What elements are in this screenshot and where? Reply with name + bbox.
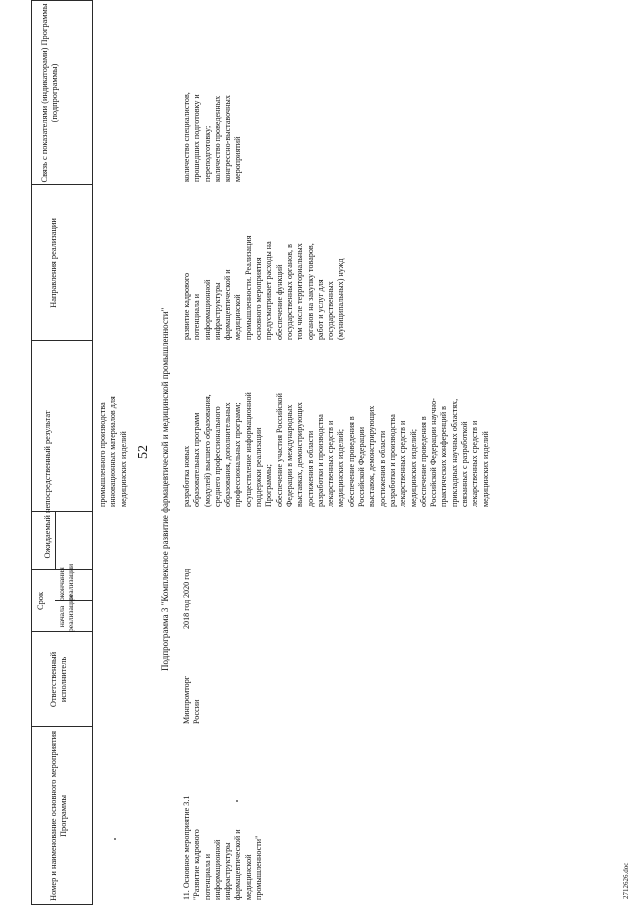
row-number-name: 11. Основное мероприятие 3.1 "Развитие кадрового потенциала и информационной инфраструктуры фармацевтической и медицинской промышленности" xyxy=(182,795,264,900)
header-number-name: Номер и наименование основного мероприятия Программы xyxy=(49,731,69,901)
row-result: разработка новых образовательных программ (модулей) высшего образования, среднего профессионального образования, дополнительных профессиональных программ; осуществление информационной поддержки реализации Программы; обеспечение участия Российской Федерации в международных выставках, демонстрирующих достижения в области разработки и производства лекарственных средств и медицинских изделий; обеспечение проведения в Российской Федерации выставок, демонстрирующих достижения в области разработки и производства лекарственных средств и медицинских изделий; обеспечение проведения в Российской Федерации научно- практических конференций в прикладных научных областях, связанных с разработкой лекарственных средств и медицинских изделий xyxy=(182,392,490,507)
scan-speck xyxy=(236,800,238,802)
footer-filename: 2712626.doc xyxy=(622,862,630,899)
row-responsible: Минпромторг России xyxy=(182,675,202,724)
header-directions: Направления реализации xyxy=(49,218,58,308)
page-number: 52 xyxy=(136,445,151,459)
row-start: 2018 год xyxy=(182,599,191,629)
header-term-end: окончания реализации xyxy=(57,563,76,601)
header-result: Ожидаемый непосредственный результат xyxy=(43,410,52,559)
continuation-text: промышленного производства инновационных материалов для медицинских изделий xyxy=(98,396,128,507)
header-responsible: Ответственный исполнитель xyxy=(49,651,69,708)
row-indicators: количество специалистов, прошедших подготовку и переподготовку; количество проведенных конгрессно-выставочных мероприятий xyxy=(182,92,243,182)
row-end: 2020 год xyxy=(182,568,191,598)
header-term: Срок xyxy=(36,591,45,611)
scan-speck xyxy=(114,838,116,840)
row-directions: развитие кадрового потенциала и информационной инфраструктуры фармацевтической и медицинской промышленности. Реализация основного мероприятия предусматривает расходы на обеспечение функций государственных органов, в том числе территориальных органов на закупку товаров, работ и услуг для государственных (муниципальных) нужд xyxy=(182,235,346,340)
subprogram-title: Подпрограмма 3 "Комплексное развитие фармацевтической и медицинской промышленности" xyxy=(160,307,170,671)
header-indicators: Связь с показателями (индикаторами) Программы (подпрограммы) xyxy=(40,3,60,183)
header-term-start: начала реализации xyxy=(57,594,76,632)
